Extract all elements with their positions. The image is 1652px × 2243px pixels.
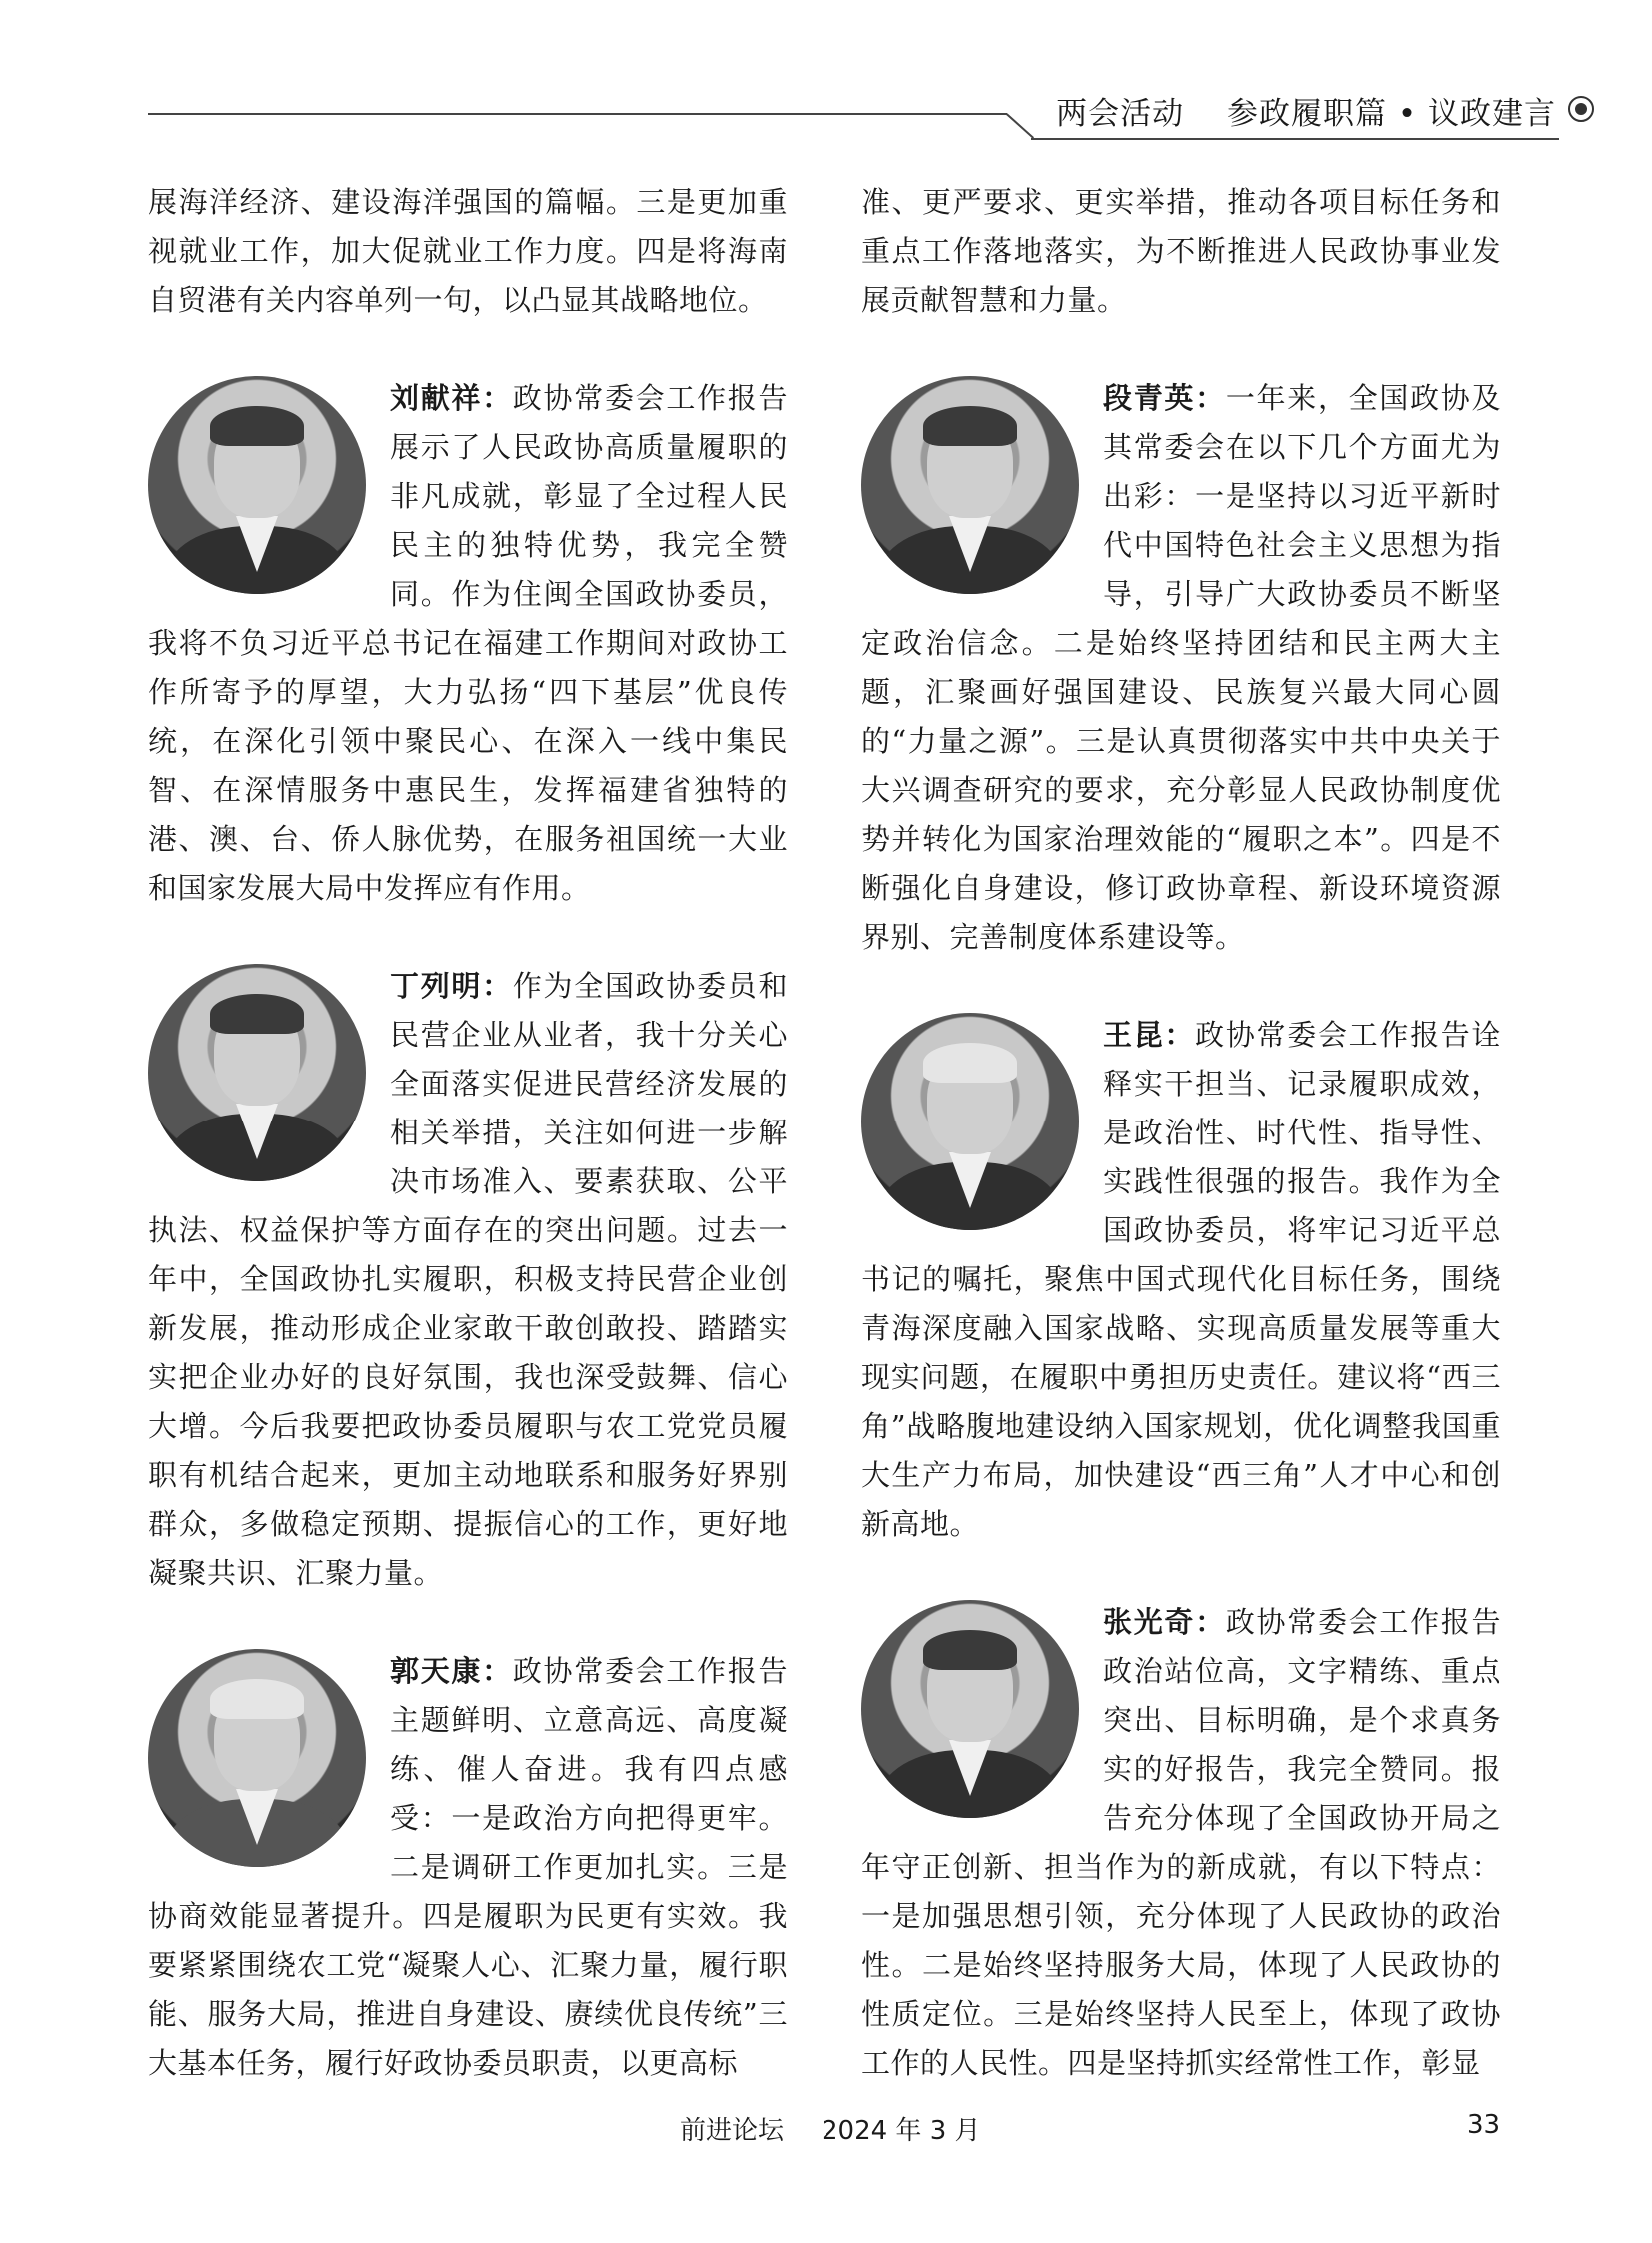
right-column bbox=[861, 178, 1501, 2088]
member-portrait bbox=[861, 1600, 1079, 1818]
member-portrait bbox=[861, 376, 1079, 594]
member-portrait bbox=[148, 964, 366, 1181]
member-statement: 一年来，全国政协及其常委会在以下几个方面尤为出彩：一是坚持以习近平新时代中国特色社会主义思想为指导，引导广大政协委员不断坚定政治信念。二是始终坚持团结和民主两大主题，汇聚画好强国建设、民族复兴最大同心圆的“力量之源”。三是认真贯彻落实中共中央关于大兴调查研究的要求，充分彰显人民政协制度优势并转化为国家治理效能的“履职之本”。四是不断强化自身建设，修订政协章程、新设环境资源界别、完善制度体系建设等。 bbox=[861, 381, 1501, 954]
page-header bbox=[1056, 88, 1556, 133]
member-statement: 政协常委会工作报告展示了人民政协高质量履职的非凡成就，彰显了全过程人民民主的独特优势，我完全赞同。作为住闽全国政协委员，我将不负习近平总书记在福建工作期间对政协工作所寄予的厚望，大力弘扬“四下基层”优良传统，在深化引领中聚民心、在深入一线中集民智、在深情服务中惠民生，发挥福建省独特的港、澳、台、侨人脉优势，在服务祖国统一大业和国家发展大局中发挥应有作用。 bbox=[148, 381, 788, 905]
issue-date: 2024 年 3 月 bbox=[822, 2116, 981, 2146]
member-entry bbox=[148, 374, 788, 913]
member-entry bbox=[861, 1598, 1501, 2088]
subsection-label: 参政履职篇 bbox=[1226, 96, 1387, 132]
page-number: 33 bbox=[1467, 2110, 1501, 2140]
member-portrait bbox=[148, 1649, 366, 1867]
topic-label: 议政建言 bbox=[1428, 96, 1556, 132]
section-label: 两会活动 bbox=[1056, 96, 1185, 132]
member-portrait bbox=[148, 376, 366, 594]
continued-paragraph: 展海洋经济、建设海洋强国的篇幅。三是更加重视就业工作，加大促就业工作力度。四是将海南自贸港有关内容单列一句，以凸显其战略地位。 bbox=[148, 185, 788, 317]
member-entry bbox=[148, 962, 788, 1598]
header-rule-right bbox=[1031, 138, 1559, 140]
header-rule-slant bbox=[1006, 113, 1034, 139]
member-name: 段青英： bbox=[1103, 381, 1226, 415]
member-name: 王昆： bbox=[1103, 1018, 1196, 1052]
magazine-title: 前进论坛 bbox=[680, 2116, 785, 2146]
left-column bbox=[148, 178, 788, 2088]
target-icon bbox=[1568, 96, 1594, 122]
member-statement: 政协常委会工作报告主题鲜明、立意高远、高度凝练、催人奋进。我有四点感受：一是政治方向把得更牢。二是调研工作更加扎实。三是协商效能显著提升。四是履职为民更有实效。我要紧紧围绕农工党“凝聚人心、汇聚力量，履行职能、服务大局，推进自身建设、赓续优良传统”三大基本任务，履行好政协委员职责，以更高标 bbox=[148, 1654, 788, 2080]
member-entry bbox=[861, 1011, 1501, 1549]
member-statement: 作为全国政协委员和民营企业从业者，我十分关心全面落实促进民营经济发展的相关举措，关注如何进一步解决市场准入、要素获取、公平执法、权益保护等方面存在的突出问题。过去一年中，全国政协扎实履职，积极支持民营企业创新发展，推动形成企业家敢干敢创敢投、踏踏实实把企业办好的良好氛围，我也深受鼓舞、信心大增。今后我要把政协委员履职与农工党党员履职有机结合起来，更加主动地联系和服务好界别群众，多做稳定预期、提振信心的工作，更好地凝聚共识、汇聚力量。 bbox=[148, 969, 788, 1590]
header-dot: • bbox=[1397, 96, 1418, 132]
member-name: 刘献祥： bbox=[390, 381, 513, 415]
header-rule bbox=[148, 113, 1007, 115]
member-statement: 政协常委会工作报告政治站位高，文字精练、重点突出、目标明确，是个求真务实的好报告，我完全赞同。报告充分体现了全国政协开局之年守正创新、担当作为的新成就，有以下特点：一是加强思想引领，充分体现了人民政协的政治性。二是始终坚持服务大局，体现了人民政协的性质定位。三是始终坚持人民至上，体现了政协工作的人民性。四是坚持抓实经常性工作，彰显 bbox=[861, 1605, 1501, 2080]
member-portrait bbox=[861, 1013, 1079, 1230]
member-name: 郭天康： bbox=[390, 1654, 513, 1688]
member-statement: 政协常委会工作报告诠释实干担当、记录履职成效，是政治性、时代性、指导性、实践性很强的报告。我作为全国政协委员，将牢记习近平总书记的嘱托，聚焦中国式现代化目标任务，围绕青海深度融入国家战略、实现高质量发展等重大现实问题，在履职中勇担历史责任。建议将“西三角”战略腹地建设纳入国家规划，优化调整我国重大生产力布局，加快建设“西三角”人才中心和创新高地。 bbox=[861, 1018, 1501, 1541]
continued-paragraph: 准、更严要求、更实举措，推动各项目标任务和重点工作落地落实，为不断推进人民政协事业发展贡献智慧和力量。 bbox=[861, 185, 1501, 317]
member-name: 丁列明： bbox=[390, 969, 513, 1003]
member-entry bbox=[148, 1647, 788, 2088]
member-name: 张光奇： bbox=[1103, 1605, 1226, 1639]
member-entry bbox=[861, 374, 1501, 962]
